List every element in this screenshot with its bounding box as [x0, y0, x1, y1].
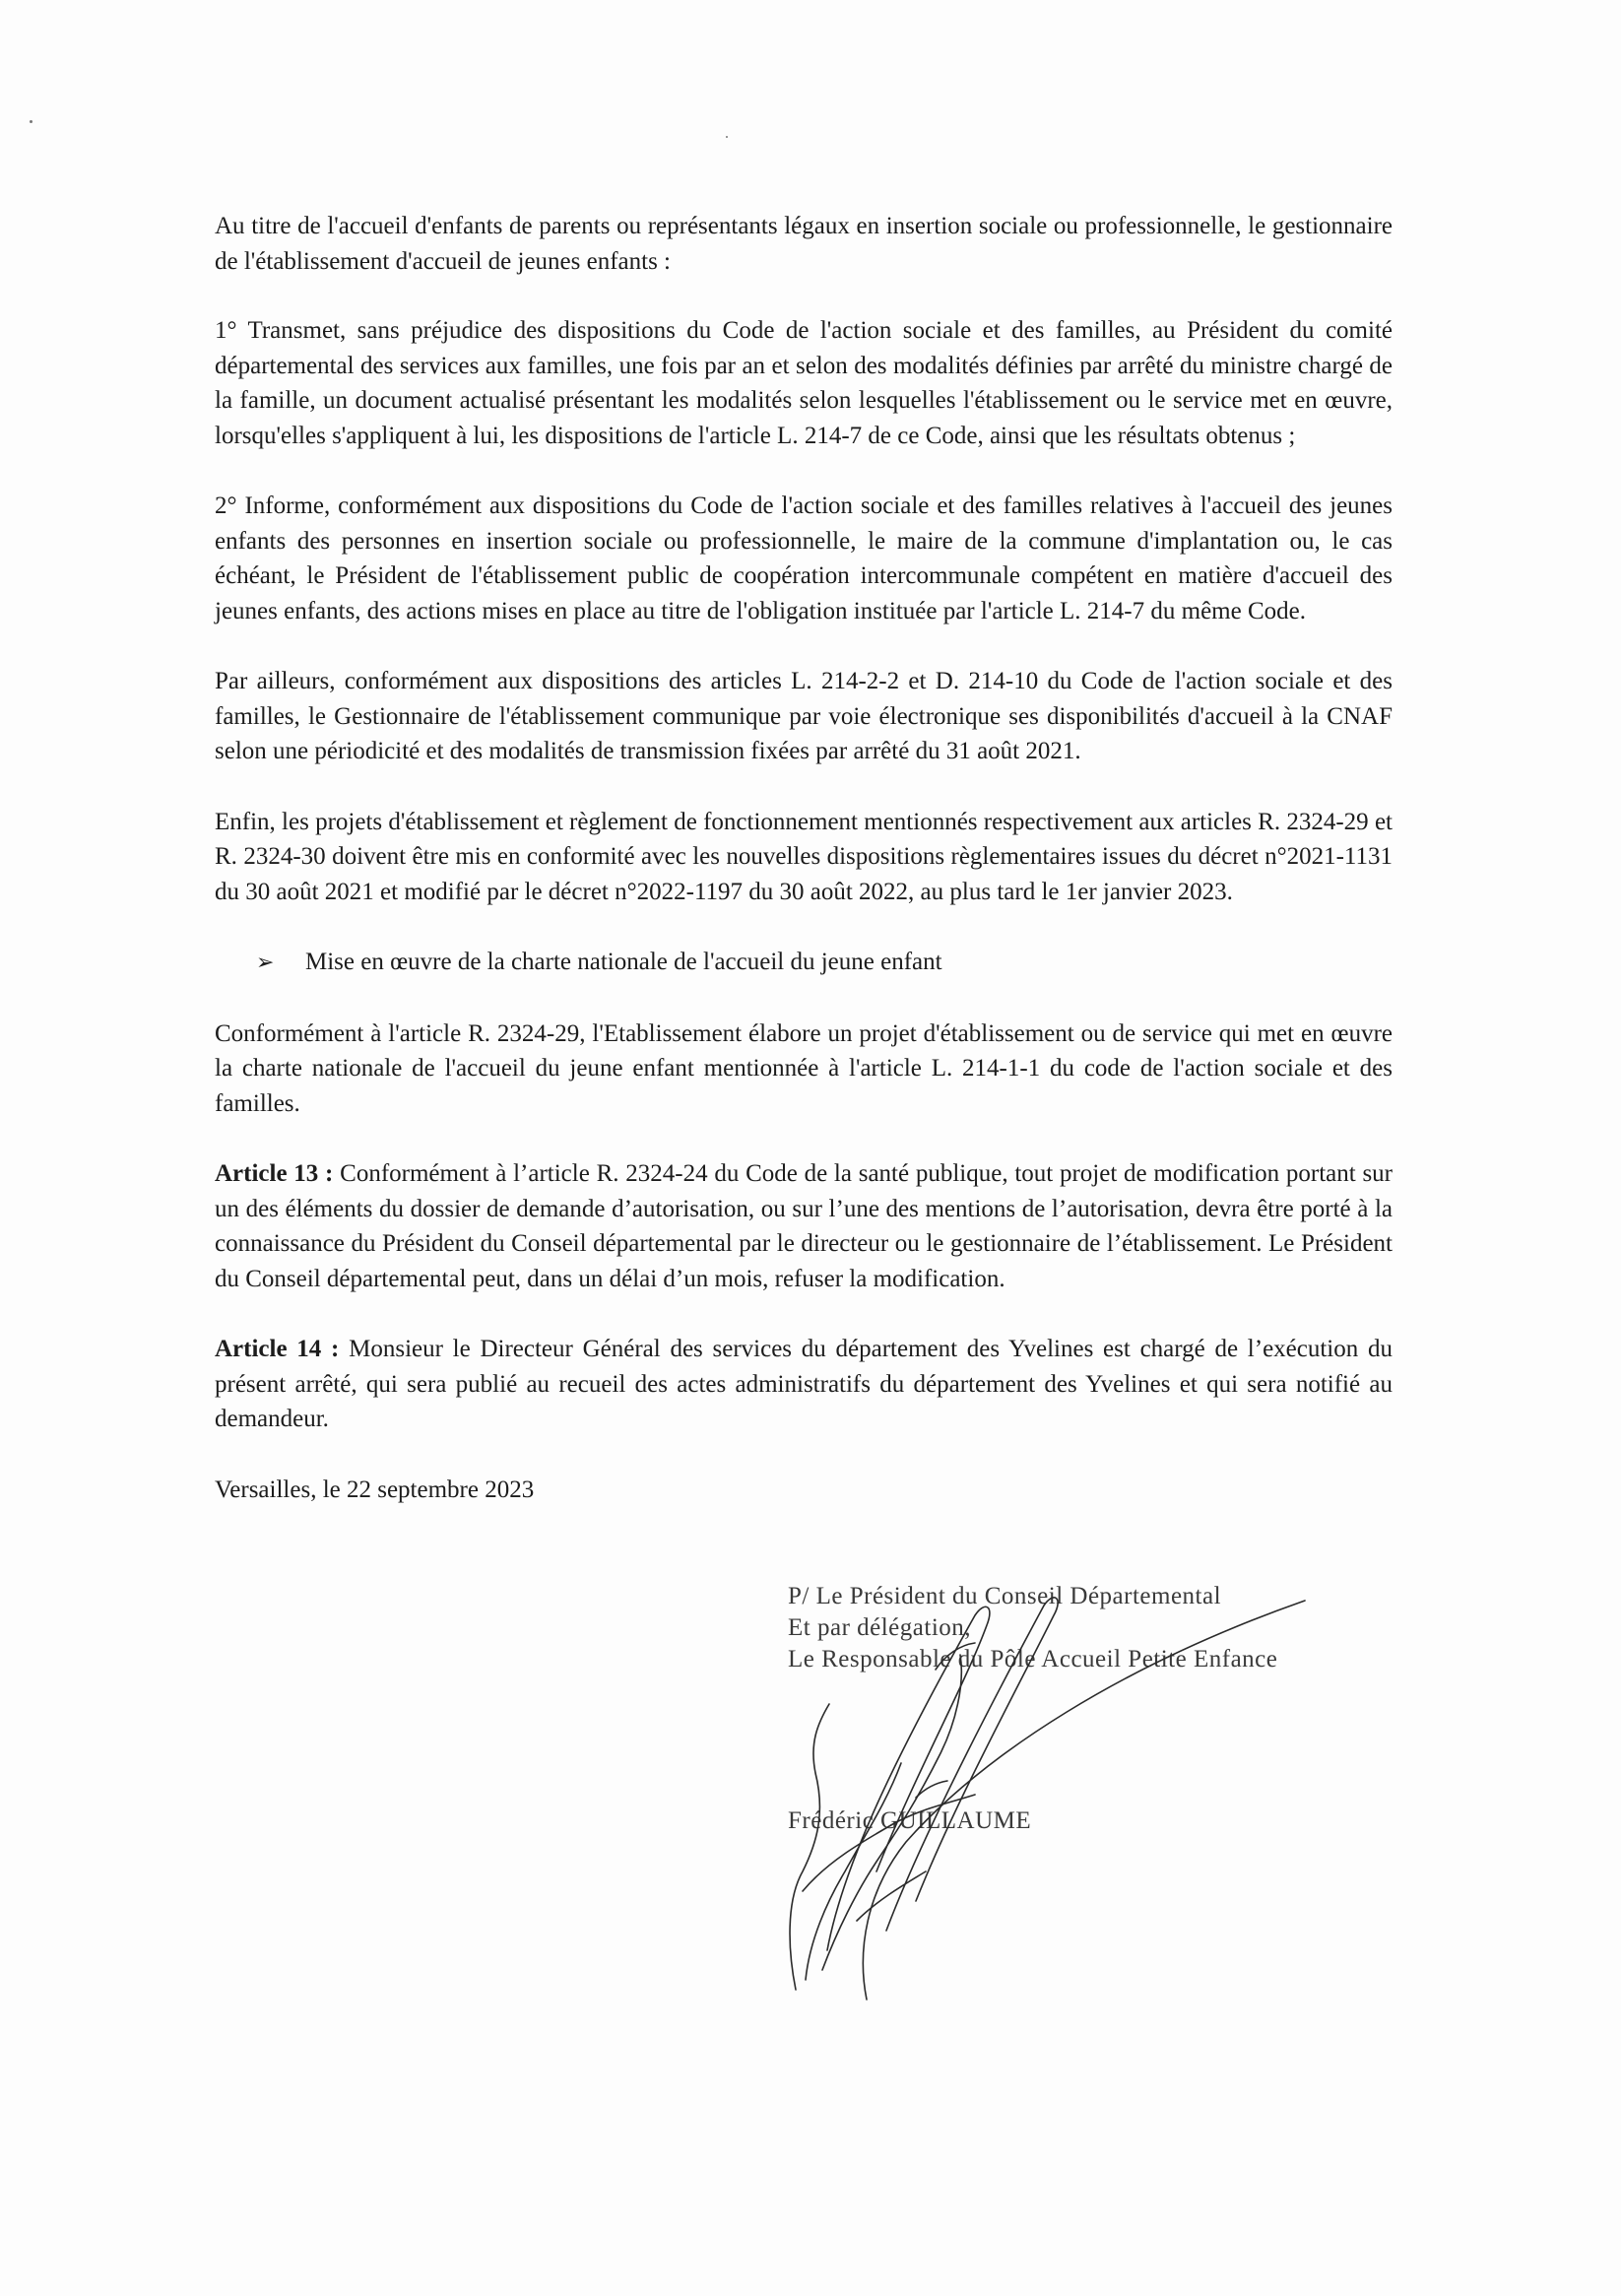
article-13	[215, 1156, 1393, 1296]
arrow-bullet-icon: ➢	[256, 951, 275, 975]
paragraph-charte: Conformément à l'article R. 2324-29, l'Etablissement élabore un projet d'établissement ou de service qui met en œuvre la charte nationale de l'accueil du jeune enfant mentionnée à l'article L. 214-1-1 du code de l'action sociale et des familles.	[215, 1019, 1393, 1117]
paragraph-cnaf: Par ailleurs, conformément aux dispositions des articles L. 214-2-2 et D. 214-10 du Code de l'action sociale et des familles, le Gestionnaire de l'établissement communique par voie électronique ses disponibilités d'accueil à la CNAF selon une périodicité et des modalités de transmission fixées par arrêté du 31 août 2021.	[215, 668, 1393, 764]
paragraph-point-1: 1° Transmet, sans préjudice des dispositions du Code de l'action sociale et des familles, au Président du comité départemental des services aux familles, une fois par an et selon des modalités définies par arrêté du ministre chargé de la famille, un document actualisé présentant les modalités selon lesquelles l'établissement ou le service met en œuvre, lorsqu'elles s'appliquent à lui, les dispositions de l'article L. 214-7 de ce Code, ainsi que les résultats obtenus ;	[215, 317, 1393, 449]
paragraph-conformite: Enfin, les projets d'établissement et règlement de fonctionnement mentionnés respectivement aux articles R. 2324-29 et R. 2324-30 doivent être mis en conformité avec les nouvelles dispositions règlementaires issues du décret n°2021-1131 du 30 août 2021 et modifié par le décret n°2022-1197 du 30 août 2022, au plus tard le 1er janvier 2023.	[215, 808, 1393, 905]
article-13-label: Article 13 :	[215, 1160, 334, 1187]
paragraph-intro: Au titre de l'accueil d'enfants de parents ou représentants légaux en insertion sociale ou professionnelle, le gestionnaire de l'établissement d'accueil de jeunes enfants :	[215, 213, 1393, 275]
signature-line-3: Le Responsable du Pôle Accueil Petite Enfance	[788, 1646, 1278, 1673]
section-heading-charte	[256, 945, 1393, 981]
document-body	[215, 209, 1393, 1542]
article-14	[215, 1332, 1393, 1437]
place-and-date: Versailles, le 22 septembre 2023	[215, 1476, 535, 1503]
signer-name: Frédéric GUILLAUME	[788, 1807, 1032, 1834]
article-14-label: Article 14 :	[215, 1336, 340, 1362]
scan-speck	[30, 120, 32, 123]
section-heading-text: Mise en œuvre de la charte nationale de l'accueil du jeune enfant	[305, 949, 942, 975]
handwritten-signature	[768, 1576, 1398, 2029]
article-14-text: Monsieur le Directeur Général des services du département des Yvelines est chargé de l’exécution du présent arrêté, qui sera publié au recueil des actes administratifs du département des Yvelines et qui sera notifié au demandeur.	[215, 1336, 1393, 1432]
paragraph-point-2: 2° Informe, conformément aux dispositions du Code de l'action sociale et des familles relatives à l'accueil des jeunes enfants des personnes en insertion sociale ou professionnelle, le maire de la commune d'implantation ou, le cas échéant, le Président de l'établissement public de coopération intercommunale compétent en matière d'accueil des jeunes enfants, des actions mises en place au titre de l'obligation instituée par l'article L. 214-7 du même Code.	[215, 492, 1393, 624]
signature-line-1: P/ Le Président du Conseil Départemental	[788, 1583, 1222, 1609]
signature-line-2: Et par délégation,	[788, 1614, 972, 1641]
scan-speck	[726, 136, 728, 138]
article-13-text: Conformément à l’article R. 2324-24 du Code de la santé publique, tout projet de modification portant sur un des éléments du dossier de demande d’autorisation, ou sur l’une des mentions de l’autorisation, devra être porté à la connaissance du Président du Conseil départemental par le directeur ou le gestionnaire de l’établissement. Le Président du Conseil départemental peut, dans un délai d’un mois, refuser la modification.	[215, 1160, 1393, 1292]
